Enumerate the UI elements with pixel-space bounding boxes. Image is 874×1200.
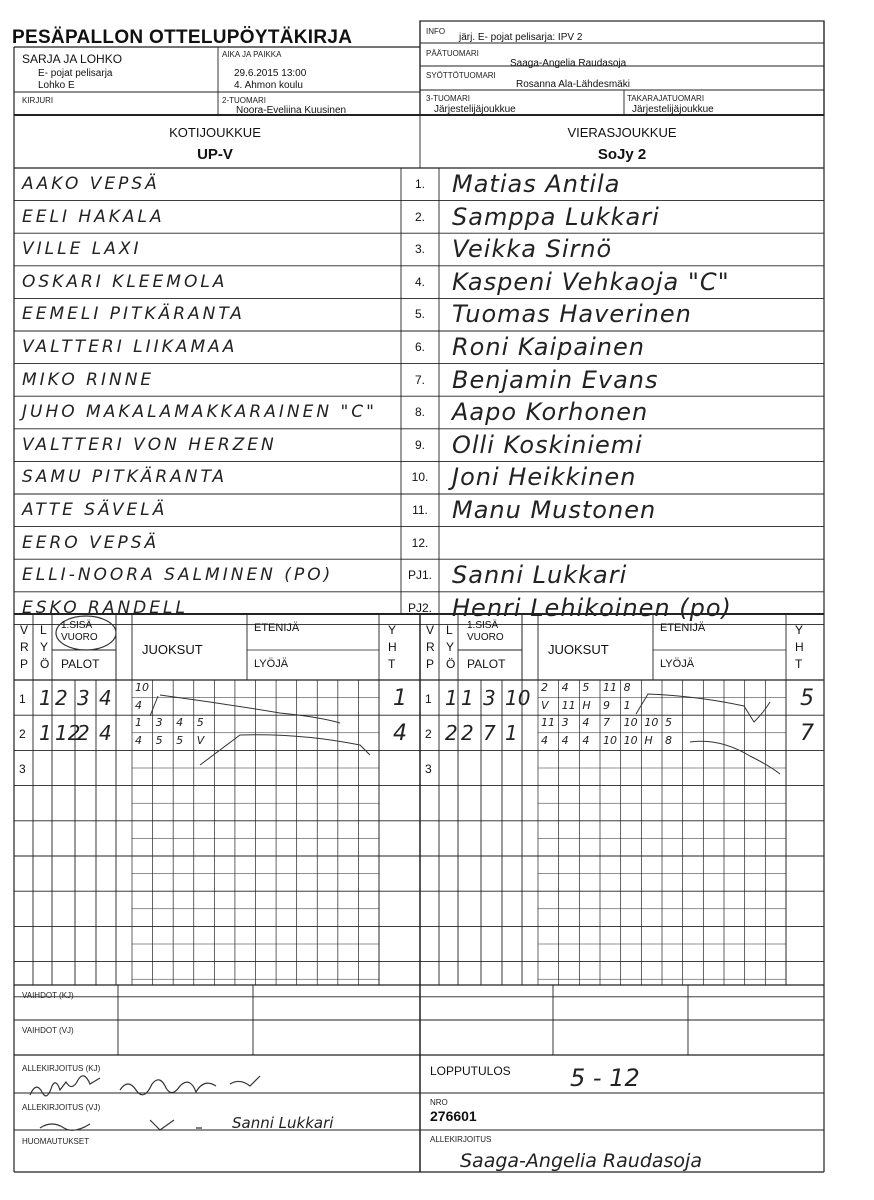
away-player-name: Aapo Korhonen — [452, 398, 649, 427]
home-player-name: MIKO RINNE — [22, 369, 155, 390]
run-bottom-value: 5 — [155, 734, 163, 748]
vrp-letter: V — [20, 623, 29, 637]
head-umpire-label: PÄÄTUOMARI — [426, 49, 479, 58]
home-team-label: KOTIJOUKKUE — [169, 125, 261, 140]
run-top-value: 10 — [644, 716, 659, 730]
palot-label: PALOT — [61, 657, 100, 671]
period-number: 3 — [19, 762, 26, 777]
period-number: 1 — [425, 692, 432, 706]
runs-label: JUOKSUT — [142, 642, 203, 657]
total-letter: Y — [795, 623, 804, 637]
pitch-umpire-label: SYÖTTÖTUOMARI — [426, 71, 496, 80]
vrp-letter: V — [426, 623, 435, 637]
back-umpire-label: TAKARAJATUOMARI — [627, 94, 705, 103]
umpire2-value: Noora-Eveliina Kuusinen — [236, 105, 347, 116]
run-top-value: 5 — [665, 716, 672, 730]
roster-number: 8. — [414, 405, 425, 420]
run-bottom-value: 5 — [176, 734, 184, 748]
time-place-label: AIKA JA PAIKKA — [222, 50, 282, 59]
run-bottom-value: V — [541, 699, 549, 712]
total-letter: T — [388, 657, 396, 671]
run-top-value: 4 — [561, 681, 569, 694]
roster-number: 3. — [414, 242, 425, 257]
palo-value: 1 — [505, 721, 518, 746]
total-letter: H — [795, 640, 804, 654]
runner-label: ETENIJÄ — [660, 622, 706, 634]
back-umpire-value: Järjestelijäjoukkue — [632, 104, 714, 115]
runs-label: JUOKSUT — [548, 642, 609, 657]
run-bottom-value: 10 — [623, 734, 638, 748]
form-title: PESÄPALLON OTTELUPÖYTÄKIRJA — [12, 27, 353, 48]
roster-number: 4. — [414, 274, 425, 289]
run-top-value: 11 — [603, 681, 617, 694]
run-top-value: 10 — [623, 716, 638, 730]
home-player-name: VALTTERI VON HERZEN — [22, 434, 277, 455]
inning-total: 4 — [393, 721, 407, 747]
away-player-name: Roni Kaipainen — [452, 333, 645, 361]
run-bottom-value: 4 — [135, 734, 142, 748]
batter-label: LYÖJÄ — [254, 658, 289, 670]
series-label: SARJA JA LOHKO — [22, 52, 123, 66]
umpire3-label: 3-TUOMARI — [426, 94, 470, 103]
place-value: 4. Ahmon koulu — [234, 80, 303, 91]
home-player-name: JUHO MAKALAMAKKARAINEN "C" — [22, 402, 377, 423]
vrp-letter: P — [20, 657, 29, 671]
vrp-letter: R — [20, 640, 29, 654]
division-value: Lohko E — [38, 80, 75, 91]
palo-value: 2 — [77, 721, 90, 746]
run-top-value: 1 — [135, 716, 142, 730]
lyo-letter: Y — [40, 640, 49, 654]
run-bottom-value: 4 — [541, 734, 548, 748]
info-label: INFO — [426, 27, 446, 36]
signature-value: Saaga-Angelia Raudasoja — [460, 1150, 702, 1172]
palo-value: 4 — [99, 721, 112, 746]
inning-total: 5 — [800, 686, 814, 711]
palot-label: PALOT — [467, 657, 506, 671]
roster-number: 6. — [414, 340, 425, 354]
nro-value: 276601 — [430, 1108, 477, 1124]
away-player-name: Sanni Lukkari — [452, 561, 628, 590]
run-top-value: 5 — [196, 716, 204, 730]
scorer-label: KIRJURI — [22, 96, 54, 105]
info-value: järj. E- pojat pelisarja: IPV 2 — [459, 32, 583, 43]
away-player-name: Joni Heikkinen — [452, 463, 637, 492]
palo-value: 12 — [55, 721, 81, 746]
vrp-letter: R — [426, 640, 435, 654]
runner-label: ETENIJÄ — [254, 622, 300, 634]
sign-away-value: Sanni Lukkari — [232, 1114, 334, 1132]
roster-number: 1. — [414, 177, 425, 191]
lyo-letter: Ö — [40, 657, 50, 671]
roster-number: 5. — [414, 307, 425, 322]
run-bottom-value: 10 — [603, 734, 617, 748]
head-umpire-value: Saaga-Angelia Raudasoja — [510, 58, 627, 69]
lyo-value: 2 — [445, 721, 458, 746]
lyo-letter: L — [40, 623, 47, 637]
roster-number: PJ1. — [407, 568, 432, 583]
palo-value: 2 — [461, 721, 474, 746]
date-value: 29.6.2015 13:00 — [234, 68, 307, 79]
roster-number: 11. — [412, 503, 428, 517]
away-player-name: Samppa Lukkari — [452, 202, 660, 231]
period-number: 2 — [19, 727, 26, 742]
run-bottom-value: 4 — [561, 734, 569, 748]
series-value: E- pojat pelisarja — [38, 68, 113, 79]
palo-value: 2 — [55, 686, 68, 710]
away-team-label: VIERASJOUKKUE — [567, 125, 677, 140]
pitch-umpire-value: Rosanna Ala-Lähdesmäki — [516, 79, 630, 90]
run-bottom-value: 4 — [135, 699, 142, 712]
home-team-name: UP-V — [197, 146, 233, 163]
away-player-name: Benjamin Evans — [452, 365, 659, 394]
palo-value: 3 — [483, 686, 496, 710]
run-bottom-value: 9 — [603, 699, 610, 712]
home-player-name: ATTE SÄVELÄ — [22, 500, 168, 520]
subs-away-label: VAIHDOT (VJ) — [22, 1026, 74, 1035]
home-player-name: SAMU PITKÄRANTA — [22, 467, 227, 488]
nro-label: NRO — [430, 1098, 448, 1107]
run-bottom-value: 11 — [561, 699, 576, 712]
away-player-name: Kaspeni Vehkaoja "C" — [452, 267, 730, 296]
total-letter: H — [388, 640, 397, 654]
away-player-name: Matias Antila — [452, 170, 621, 198]
run-bottom-value: V — [196, 734, 205, 748]
run-bottom-value: H — [644, 734, 653, 748]
home-player-name: AAKO VEPSÄ — [22, 174, 160, 194]
run-top-value: 10 — [135, 681, 149, 694]
roster-number: 10. — [411, 470, 429, 485]
run-bottom-value: 8 — [665, 734, 672, 748]
run-top-value: 3 — [561, 716, 569, 730]
run-top-value: 7 — [603, 716, 610, 730]
sign-away-label: ALLEKIRJOITUS (VJ) — [22, 1103, 101, 1112]
period-number: 2 — [425, 727, 432, 742]
away-player-name: Olli Koskiniemi — [452, 430, 643, 459]
run-top-value: 5 — [582, 681, 590, 694]
run-top-value: 4 — [582, 716, 590, 730]
umpire2-label: 2-TUOMARI — [222, 96, 266, 105]
palo-value: 3 — [77, 686, 90, 710]
handwritten-stroke — [200, 735, 370, 765]
away-player-name: Veikka Sirnö — [452, 235, 613, 264]
roster-number: 12. — [411, 535, 429, 550]
run-top-value: 3 — [155, 716, 163, 730]
inning-total: 7 — [800, 721, 814, 747]
final-score-value: 5 - 12 — [570, 1064, 640, 1092]
batter-label: LYÖJÄ — [660, 658, 695, 670]
lyo-letter: L — [446, 623, 453, 637]
subs-home-label: VAIHDOT (KJ) — [22, 991, 74, 1000]
run-top-value: 11 — [541, 716, 555, 730]
palo-value: 10 — [505, 686, 531, 710]
lyo-value: 1 — [39, 721, 52, 746]
home-player-name: OSKARI KLEEMOLA — [22, 271, 228, 292]
sign-home-label: ALLEKIRJOITUS (KJ) — [22, 1064, 101, 1073]
period-number: 1 — [19, 692, 26, 706]
vrp-letter: P — [426, 657, 435, 671]
roster-number: 9. — [414, 437, 425, 452]
period-number: 3 — [425, 762, 432, 777]
away-player-name: Tuomas Haverinen — [452, 300, 692, 329]
lyo-letter: Ö — [446, 657, 456, 671]
total-letter: Y — [388, 623, 397, 637]
palo-value: 7 — [483, 721, 496, 746]
lyo-letter: Y — [446, 640, 455, 654]
home-player-name: ESKO RANDELL — [22, 597, 188, 618]
home-player-name: VILLE LAXI — [22, 239, 142, 260]
away-player-name: Henri Lehikoinen (po) — [452, 593, 732, 622]
run-bottom-value: H — [582, 699, 591, 712]
palo-value: 1 — [461, 686, 474, 710]
palo-value: 4 — [99, 686, 112, 710]
final-score-label: LOPPUTULOS — [430, 1064, 511, 1078]
total-letter: T — [795, 657, 803, 671]
home-player-name: VALTTERI LIIKAMAA — [22, 337, 238, 357]
run-top-value: 8 — [623, 681, 631, 694]
lyo-value: 1 — [445, 686, 458, 710]
run-top-value: 4 — [176, 716, 184, 730]
lyo-value: 1 — [39, 686, 52, 710]
home-player-name: EELI HAKALA — [22, 206, 165, 227]
first-turn-label: 1.SISÄ VUORO — [61, 620, 98, 643]
home-player-name: EERO VEPSÄ — [22, 532, 160, 553]
roster-number: 7. — [414, 372, 425, 387]
roster-number: 2. — [414, 209, 425, 224]
run-top-value: 2 — [541, 681, 548, 694]
roster-number: PJ2. — [407, 600, 432, 615]
signature-label: ALLEKIRJOITUS — [430, 1135, 492, 1144]
umpire3-value: Järjestelijäjoukkue — [434, 104, 516, 115]
away-player-name: Manu Mustonen — [452, 496, 657, 524]
first-turn-label: 1.SISÄ VUORO — [467, 620, 504, 643]
run-bottom-value: 4 — [582, 734, 590, 748]
away-team-name: SoJy 2 — [597, 146, 647, 163]
inning-total: 1 — [393, 686, 407, 711]
home-player-name: EEMELI PITKÄRANTA — [22, 304, 245, 325]
run-bottom-value: 1 — [623, 699, 631, 712]
home-player-name: ELLI-NOORA SALMINEN (PO) — [22, 565, 334, 586]
notes-label: HUOMAUTUKSET — [22, 1137, 90, 1146]
